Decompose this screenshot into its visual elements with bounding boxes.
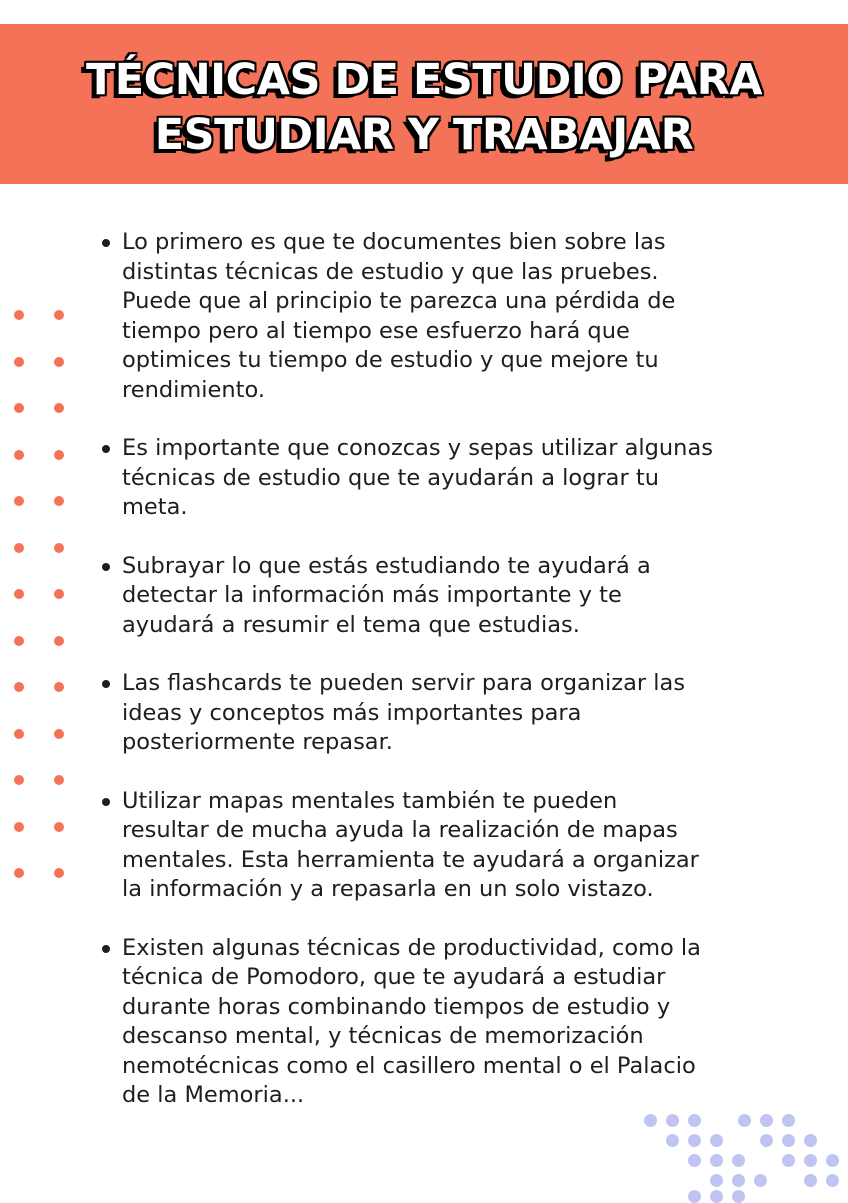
dot-icon <box>54 496 64 506</box>
dot-icon <box>54 589 64 599</box>
dot-icon <box>782 1134 795 1147</box>
item-line: resultar de mucha ayuda la realización de mapas <box>122 817 678 843</box>
item-line: ayudará a resumir el tema que estudias. <box>122 611 580 638</box>
dot-icon <box>826 1154 839 1167</box>
dot-icon <box>14 775 24 785</box>
dot-icon <box>14 543 24 553</box>
dot-icon <box>54 357 64 367</box>
dot-icon <box>688 1114 701 1127</box>
dot-icon <box>710 1134 723 1147</box>
tips-list <box>122 228 802 1140</box>
dot-icon <box>732 1190 745 1203</box>
dot-icon <box>14 450 24 460</box>
item-line: meta. <box>122 494 188 520</box>
dot-icon <box>760 1114 773 1127</box>
dot-icon <box>710 1154 723 1167</box>
dot-icon <box>14 822 24 832</box>
bullet-icon <box>102 239 110 247</box>
item-line: la información y a repasarla en un solo vistazo. <box>122 876 654 902</box>
item-line: rendimiento. <box>122 376 266 403</box>
bullet-icon <box>102 445 110 453</box>
dot-icon <box>14 729 24 739</box>
list-item <box>122 669 802 758</box>
dot-icon <box>54 775 64 785</box>
item-line: Lo primero es que te documentes bien sobre las <box>122 229 666 255</box>
dot-icon <box>14 357 24 367</box>
list-item <box>122 228 802 405</box>
bullet-icon <box>102 798 110 806</box>
dot-icon <box>666 1134 679 1147</box>
dot-icon <box>14 403 24 413</box>
list-item <box>122 934 802 1111</box>
dot-icon <box>54 682 64 692</box>
dot-icon <box>14 868 24 878</box>
item-line: de la Memoria... <box>122 1082 305 1108</box>
dot-icon <box>644 1114 657 1127</box>
list-item <box>122 787 802 905</box>
dot-icon <box>666 1114 679 1127</box>
dot-icon <box>14 310 24 320</box>
item-line: técnica de Pomodoro, que te ayudará a estudiar <box>122 964 666 990</box>
dot-icon <box>732 1174 745 1187</box>
dot-icon <box>54 450 64 460</box>
dot-icon <box>54 729 64 739</box>
decorative-dots-right <box>638 1110 848 1200</box>
dot-icon <box>782 1154 795 1167</box>
item-line: Las flashcards te pueden servir para organizar las <box>122 670 686 696</box>
item-line: Subrayar lo que estás estudiando te ayudará a <box>122 552 651 579</box>
title-line-2: ESTUDIAR Y TRABAJAR <box>154 110 694 160</box>
dot-icon <box>54 310 64 320</box>
dot-icon <box>688 1190 701 1203</box>
bullet-icon <box>102 563 110 571</box>
dot-icon <box>688 1154 701 1167</box>
dot-icon <box>754 1174 767 1187</box>
list-item <box>122 552 802 641</box>
bullet-icon <box>102 945 110 953</box>
dot-icon <box>732 1154 745 1167</box>
dot-icon <box>804 1154 817 1167</box>
item-line: Utilizar mapas mentales también te pueden <box>122 787 618 814</box>
dot-icon <box>14 589 24 599</box>
dot-icon <box>54 403 64 413</box>
list-item <box>122 434 802 523</box>
dot-icon <box>54 543 64 553</box>
decorative-dots-left <box>10 306 68 882</box>
item-line: mentales. Esta herramienta te ayudará a organizar <box>122 846 699 873</box>
item-line: Puede que al principio te parezca una pérdida de <box>122 288 676 314</box>
item-line: descanso mental, y técnicas de memorización <box>122 1023 644 1049</box>
dot-icon <box>14 636 24 646</box>
bullet-icon <box>102 680 110 688</box>
dot-icon <box>54 822 64 832</box>
dot-icon <box>760 1134 773 1147</box>
dot-icon <box>782 1114 795 1127</box>
item-line: nemotécnicas como el casillero mental o el Palacio <box>122 1052 696 1079</box>
dot-icon <box>710 1174 723 1187</box>
dot-icon <box>826 1174 839 1187</box>
item-line: durante horas combinando tiempos de estudio y <box>122 993 671 1020</box>
dot-icon <box>738 1114 751 1127</box>
dot-icon <box>710 1190 723 1203</box>
item-line: tiempo pero al tiempo ese esfuerzo hará que <box>122 317 630 344</box>
dot-icon <box>14 682 24 692</box>
item-line: distintas técnicas de estudio y que las pruebes. <box>122 258 659 285</box>
dot-icon <box>688 1134 701 1147</box>
item-line: Es importante que conozcas y sepas utilizar algunas <box>122 435 713 461</box>
dot-icon <box>54 636 64 646</box>
title-line-1: TÉCNICAS DE ESTUDIO PARA <box>85 55 763 105</box>
item-line: detectar la información más importante y te <box>122 582 622 608</box>
dot-icon <box>54 868 64 878</box>
item-line: posteriormente repasar. <box>122 729 393 755</box>
item-line: optimices tu tiempo de estudio y que mejore tu <box>122 347 659 373</box>
dot-icon <box>804 1134 817 1147</box>
item-line: ideas y conceptos más importantes para <box>122 699 582 726</box>
item-line: Existen algunas técnicas de productividad, como la <box>122 934 701 961</box>
dot-icon <box>804 1174 817 1187</box>
item-line: técnicas de estudio que te ayudarán a lograr tu <box>122 464 659 491</box>
dot-icon <box>14 496 24 506</box>
